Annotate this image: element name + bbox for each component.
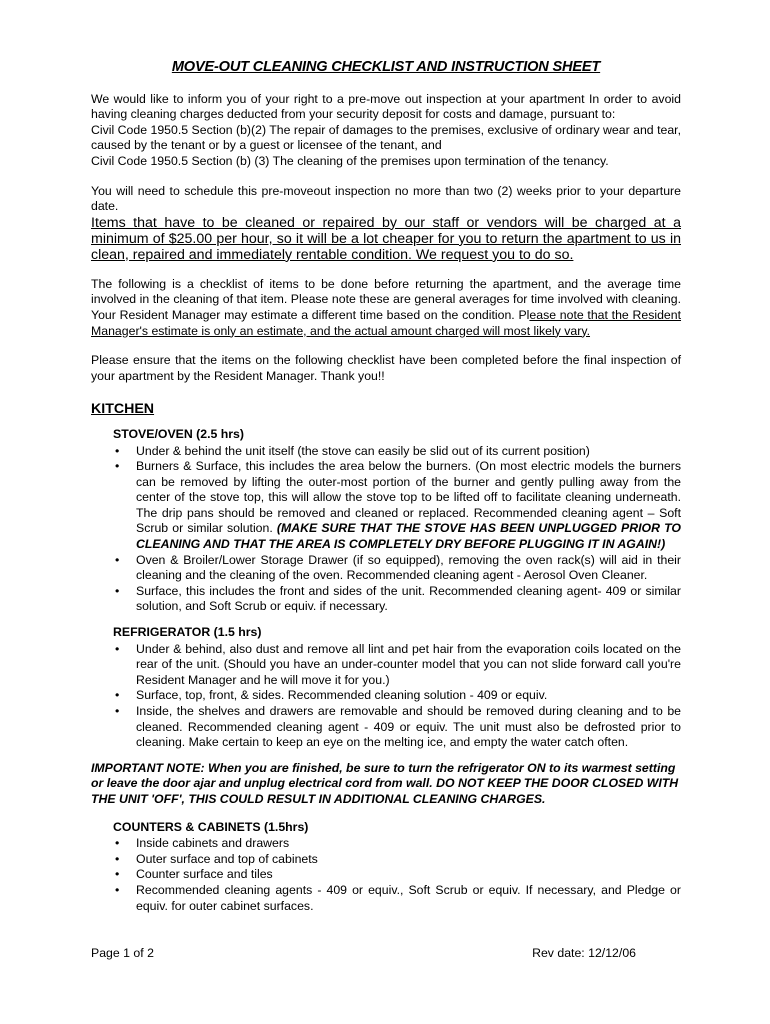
list-item: • Recommended cleaning agents - 409 or equiv., Soft Scrub or equiv. If necessary, and Pledge or equiv. for outer cabinet surfaces. bbox=[136, 883, 681, 914]
civil-code-b3: Civil Code 1950.5 Section (b) (3) The cleaning of the premises upon termination of the tenancy. bbox=[91, 153, 609, 168]
burners-text: Burners & Surface, this includes the area below the burners. (On most electric models the burners can be removed by lifting the outer-most portion of the burner and gently pulling away from the center of the stove top, this will allow the stove top to be lifted off to facilitate cleaning underneath. The drip pans should be removed and cleaned or replaced. Recommended cleaning agent – Soft Scrub or similar solution. bbox=[136, 459, 681, 536]
list-item: • Counter surface and tiles bbox=[136, 867, 681, 883]
intro-text: We would like to inform you of your right to a pre-move out inspection at your apartment In order to avoid having cleaning charges deducted from your security deposit for costs and damage, pursuant to: bbox=[91, 91, 681, 122]
list-item: • Inside cabinets and drawers bbox=[136, 836, 681, 852]
checklist-text: The following is a checklist of items to be done before returning the apartment, and the average time involved in the cleaning of that item. Please note these are general averages for time involved with cleaning. Your Resident Manager may estimate a different time based on the condition. Pl bbox=[91, 276, 681, 322]
list-item: • Surface, this includes the front and sides of the unit. Recommended cleaning agent- 409 or similar solution, and Soft Scrub or equiv. if necessary. bbox=[136, 584, 681, 615]
refrigerator-title: REFRIGERATOR (1.5 hrs) bbox=[113, 625, 262, 640]
kitchen-heading: KITCHEN bbox=[91, 401, 155, 418]
list-item: • Oven & Broiler/Lower Storage Drawer (if so equipped), removing the oven rack(s) will aid in their cleaning and the cleaning of the oven. Recommended cleaning agent - Aerosol Oven Cleaner. bbox=[136, 553, 681, 584]
checklist-paragraph bbox=[91, 277, 681, 339]
stove-oven-title: STOVE/OVEN (2.5 hrs) bbox=[113, 426, 244, 441]
charge-notice: Items that have to be cleaned or repaired by our staff or vendors will be charged at a minimum of $25.00 per hour, so it will be a lot cheaper for you to return the apartment to us in clean, repaired and immediately rentable condition. We request you to do so. bbox=[91, 214, 681, 263]
intro-paragraph bbox=[91, 92, 681, 170]
list-item: • Under & behind the unit itself (the stove can easily be slid out of its current position) bbox=[136, 444, 681, 460]
document-page bbox=[91, 60, 681, 924]
list-item: • Surface, top, front, & sides. Recommended cleaning solution - 409 or equiv. bbox=[136, 688, 681, 704]
estimate-note: ease note that the Resident Manager's estimate is only an estimate, and the actual amount charged will most likely vary. bbox=[91, 307, 682, 338]
refrigerator-list bbox=[91, 642, 681, 751]
counters-cabinets-title: COUNTERS & CABINETS (1.5hrs) bbox=[113, 819, 309, 834]
document-title: MOVE-OUT CLEANING CHECKLIST AND INSTRUCTION SHEET bbox=[171, 59, 601, 75]
stove-oven-list bbox=[91, 444, 681, 616]
ensure-paragraph: Please ensure that the items on the following checklist have been completed before the final inspection of your apartment by the Resident Manager. Thank you!! bbox=[91, 353, 681, 383]
schedule-text: You will need to schedule this pre-moveout inspection no more than two (2) weeks prior to your departure date. bbox=[91, 183, 681, 214]
list-item: • Under & behind, also dust and remove all lint and pet hair from the evaporation coils located on the rear of the unit. (Should you have an under-counter model that you can not slide forward call you're Resident Manager and he will move it for you.) bbox=[136, 642, 681, 689]
list-item: • Outer surface and top of cabinets bbox=[136, 852, 681, 868]
list-item: • Inside, the shelves and drawers are removable and should be removed during cleaning and to be cleaned. Recommended cleaning agent - 409 or equiv. The unit must also be defrosted prior to cleaning. Make certain to keep an eye on the melting ice, and empty the water catch often. bbox=[136, 704, 681, 751]
counters-cabinets-list bbox=[91, 836, 681, 914]
important-note: IMPORTANT NOTE: When you are finished, be sure to turn the refrigerator ON to its warmest setting or leave the door ajar and unplug electrical cord from wall. DO NOT KEEP THE DOOR CLOSED WITH THE UNIT 'OFF', THIS COULD RESULT IN ADDITIONAL CLEANING CHARGES. bbox=[91, 760, 679, 806]
revision-date: Rev date: 12/12/06 bbox=[532, 946, 636, 960]
page-number: Page 1 of 2 bbox=[91, 946, 154, 960]
list-item bbox=[136, 459, 681, 553]
schedule-paragraph bbox=[91, 184, 681, 215]
civil-code-b2: Civil Code 1950.5 Section (b)(2) The repair of damages to the premises, exclusive of ordinary wear and tear, caused by the tenant or by a guest or licensee of the tenant, and bbox=[91, 122, 681, 153]
unplug-warning: (MAKE SURE THAT THE STOVE HAS BEEN UNPLUGGED PRIOR TO CLEANING AND THAT THE AREA IS COMPLETELY DRY BEFORE PLUGGING IT IN AGAIN!) bbox=[136, 521, 681, 552]
